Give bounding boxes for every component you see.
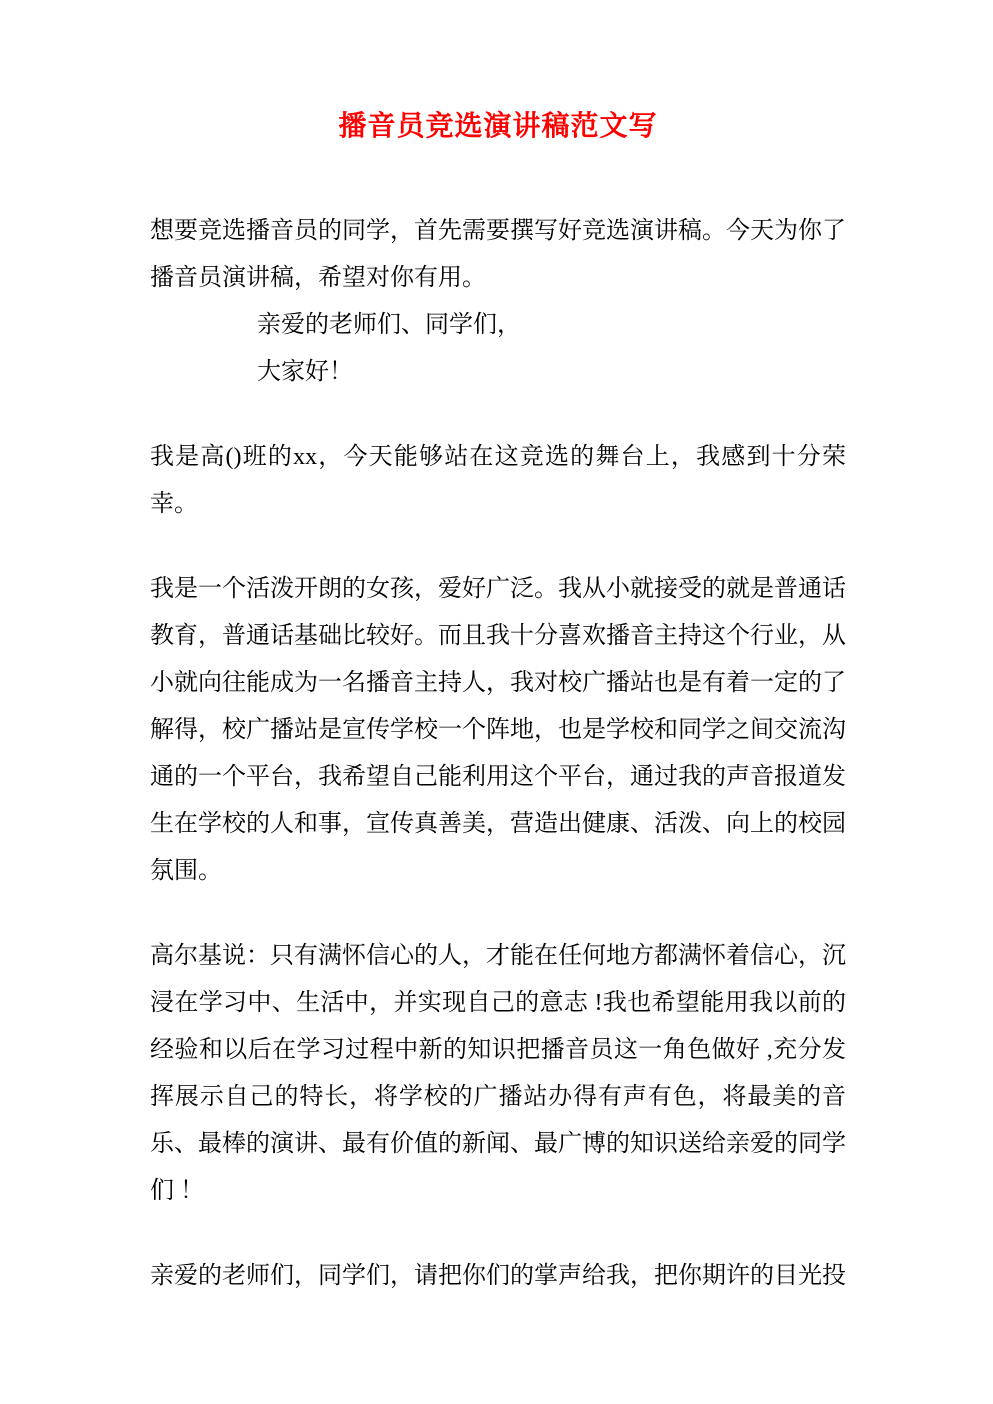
paragraph-self-introduction: 我是高()班的xx，今天能够站在这竞选的舞台上，我感到十分荣幸。 <box>150 444 846 517</box>
salutation-line: 亲爱的老师们、同学们， <box>257 312 521 338</box>
paragraph-intro: 想要竞选播音员的同学，首先需要撰写好竞选演讲稿。今天为你了播音员演讲稿，希望对你有用。 <box>150 218 846 291</box>
document-title: 播音员竞选演讲稿范文写 <box>338 111 658 142</box>
greeting-line: 大家好！ <box>257 359 353 385</box>
paragraph-closing: 亲爱的老师们，同学们，请把你们的掌声给我，把你期许的目光投 <box>150 1263 846 1289</box>
paragraph-gorky-quote: 高尔基说：只有满怀信心的人，才能在任何地方都满怀着信心，沉浸在学习中、生活中，并实现自己的意志 !我也希望能用我以前的经验和以后在学习过程中新的知识把播音员这一角色做好 ,充分发挥展示自己的特长，将学校的广播站办得有声有色，将最美的音乐、最棒的演讲、最有价值的新闻、最广博的知识送给亲爱的同学们 ！ <box>150 943 846 1204</box>
paragraph-about-me: 我是一个活泼开朗的女孩，爱好广泛。我从小就接受的就是普通话教育，普通话基础比较好。而且我十分喜欢播音主持这个行业，从小就向往能成为一名播音主持人，我对校广播站也是有着一定的了解得，校广播站是宣传学校一个阵地，也是学校和同学之间交流沟通的一个平台，我希望自己能利用这个平台，通过我的声音报道发生在学校的人和事，宣传真善美，营造出健康、活泼、向上的校园氛围。 <box>150 576 846 884</box>
